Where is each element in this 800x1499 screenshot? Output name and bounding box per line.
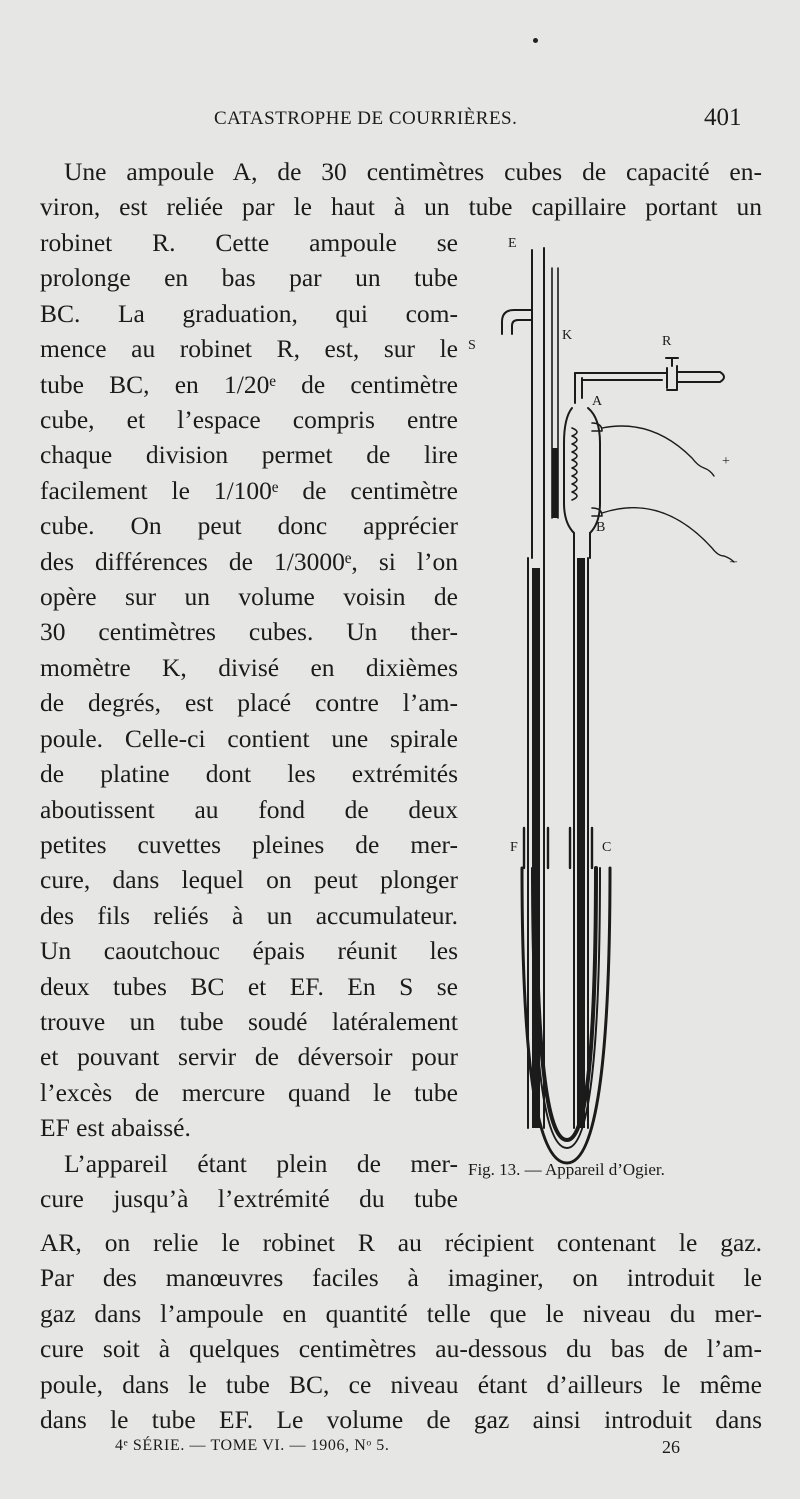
text-line: aboutissent au fond de deux — [40, 794, 458, 824]
text-line: dans le tube EF. Le volume de gaz ainsi introduit dans — [40, 1405, 762, 1435]
text-line: poule. Celle-ci contient une spirale — [40, 723, 458, 753]
text-line: 30 centimètres cubes. Un ther- — [40, 617, 458, 647]
ogier-apparatus-figure — [462, 228, 782, 1190]
text-line: cure soit à quelques centimètres au-dessous du bas de l’am- — [40, 1334, 762, 1364]
footer-series: 4ᵉ SÉRIE. — TOME VI. — 1906, Nᵒ 5. — [115, 1437, 390, 1454]
text-line: des fils reliés à un accumulateur. — [40, 900, 458, 930]
page-number: 401 — [704, 104, 742, 131]
text-line: deux tubes BC et EF. En S se — [40, 971, 458, 1001]
text-line: Un caoutchouc épais réunit les — [40, 936, 458, 966]
text-line: trouve un tube soudé latéralement — [40, 1006, 458, 1036]
text-line: EF est abaissé. — [40, 1113, 191, 1143]
outro-paragraph — [40, 1225, 762, 1437]
text-line: de platine dont les extrémités — [40, 759, 458, 789]
text-line: chaque division permet de lire — [40, 440, 458, 470]
text-line: prolonge en bas par un tube — [40, 263, 458, 293]
label-plus: + — [722, 454, 730, 469]
text-line: cube, et l’espace compris entre — [40, 405, 458, 435]
text-line: BC. La graduation, qui com- — [40, 298, 458, 328]
label-c: C — [602, 840, 612, 855]
figure-caption: Fig. 13. — Appareil d’Ogier. — [468, 1160, 665, 1179]
text-line: cube. On peut donc apprécier — [40, 511, 458, 541]
label-s: S — [468, 338, 476, 353]
text-line: Une ampoule A, de 30 centimètres cubes de capacité en- — [64, 157, 762, 186]
running-title: CATASTROPHE DE COURRIÈRES. — [214, 108, 518, 129]
text-line: L’appareil étant plein de mer- — [64, 1148, 458, 1178]
label-r: R — [662, 334, 672, 349]
text-line: et pouvant servir de déversoir pour — [40, 1042, 458, 1072]
text-line: tube BC, en 1/20ᵉ de centimètre — [40, 369, 458, 399]
label-minus: – — [730, 554, 737, 569]
text-line: viron, est reliée par le haut à un tube capillaire portant un — [40, 192, 762, 222]
text-line: facilement le 1/100ᵉ de centimètre — [40, 475, 458, 505]
label-e: E — [508, 236, 517, 251]
text-line: Par des manœuvres faciles à imaginer, on introduit le — [40, 1263, 762, 1293]
narrow-column — [40, 225, 458, 1216]
page-footer — [0, 1437, 800, 1463]
text-line: de degrés, est placé contre l’am- — [40, 688, 458, 718]
intro-paragraph — [40, 154, 762, 225]
text-line: momètre K, divisé en dixièmes — [40, 652, 458, 682]
printer-dot — [533, 38, 538, 43]
label-b: B — [596, 520, 606, 535]
text-line: poule, dans le tube BC, ce niveau étant d’ailleurs le même — [40, 1369, 762, 1399]
label-a: A — [592, 394, 603, 409]
footer-signature: 26 — [662, 1437, 680, 1457]
text-line: petites cuvettes pleines de mer- — [40, 829, 458, 859]
label-f: F — [510, 840, 518, 855]
text-line: opère sur un volume voisin de — [40, 582, 458, 612]
text-line: l’excès de mercure quand le tube — [40, 1077, 458, 1107]
label-k: K — [562, 328, 573, 343]
text-line: robinet R. Cette ampoule se — [40, 228, 458, 257]
text-line: cure jusqu’à l’extrémité du tube — [40, 1183, 458, 1213]
text-line: des différences de 1/3000ᵉ, si l’on — [40, 546, 458, 576]
text-line: AR, on relie le robinet R au récipient contenant le gaz. — [40, 1228, 762, 1257]
text-line: mence au robinet R, est, sur le — [40, 334, 458, 364]
text-line: gaz dans l’ampoule en quantité telle que le niveau du mer- — [40, 1298, 762, 1328]
apparatus-drawing — [462, 228, 782, 1190]
text-line: cure, dans lequel on peut plonger — [40, 865, 458, 895]
page-header — [0, 104, 800, 138]
